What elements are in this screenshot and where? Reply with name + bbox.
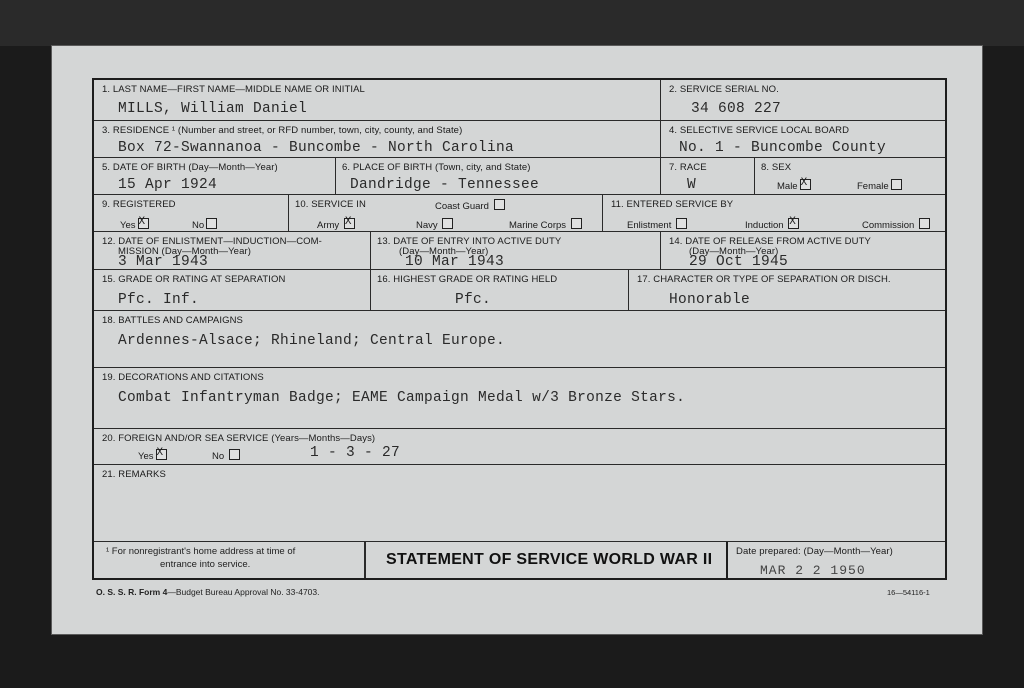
navy-checkbox (442, 218, 453, 229)
field-battles-value: Ardennes-Alsace; Rhineland; Central Europe. (118, 333, 506, 349)
foreign-yes-label: Yes (138, 451, 154, 462)
field-sex (755, 158, 945, 195)
field-separation-type (629, 270, 945, 311)
field-birth-place (336, 158, 661, 195)
registered-yes-label: Yes (120, 220, 136, 231)
form-title: STATEMENT OF SERVICE WORLD WAR II (386, 551, 713, 568)
field-battles-label: 18. BATTLES AND CAMPAIGNS (102, 315, 243, 326)
field-entered-service-label: 11. ENTERED SERVICE BY (611, 199, 734, 210)
budget-approval: —Budget Bureau Approval No. 33-4703. (167, 587, 320, 597)
marine-corps-label: Marine Corps (509, 220, 567, 231)
date-prepared-stamp: MAR 2 2 1950 (760, 563, 866, 578)
field-registered-label: 9. REGISTERED (102, 199, 176, 210)
print-code: 16—54116-1 (887, 588, 930, 597)
field-serial-label: 2. SERVICE SERIAL NO. (669, 84, 779, 95)
field-release-date-value: 29 Oct 1945 (689, 254, 789, 270)
field-race (661, 158, 755, 195)
field-grade-separation-value: Pfc. Inf. (118, 292, 200, 308)
navy-label: Navy (416, 220, 438, 231)
foreign-no-label: No (212, 451, 225, 462)
scanner-frame-top (0, 0, 1024, 46)
field-race-value: W (687, 177, 697, 193)
field-birth-place-label: 6. PLACE OF BIRTH (Town, city, and State) (342, 162, 531, 173)
date-prepared-label: Date prepared: (Day—Month—Year) (736, 546, 893, 557)
coast-guard-label: Coast Guard (435, 201, 489, 212)
footnote-line1: ¹ For nonregistrant's home address at time of (106, 546, 296, 557)
footnote-cell (94, 542, 365, 578)
field-enlistment-date-value: 3 Mar 1943 (118, 254, 209, 270)
field-highest-grade-label: 16. HIGHEST GRADE OR RATING HELD (377, 274, 558, 285)
field-race-label: 7. RACE (669, 162, 707, 173)
field-highest-grade (371, 270, 629, 311)
field-serial (661, 80, 945, 121)
field-active-duty-entry-value: 10 Mar 1943 (405, 254, 505, 270)
field-remarks-label: 21. REMARKS (102, 469, 166, 480)
army-label: Army (317, 220, 340, 231)
field-separation-type-label: 17. CHARACTER OR TYPE OF SEPARATION OR DISCH. (637, 274, 891, 285)
field-registered (94, 195, 289, 232)
field-decorations (94, 368, 945, 429)
field-name-label: 1. LAST NAME—FIRST NAME—MIDDLE NAME OR INITIAL (102, 84, 365, 95)
field-serial-value: 34 608 227 (691, 101, 782, 117)
field-highest-grade-value: Pfc. (455, 292, 492, 308)
field-service-in (289, 195, 603, 232)
field-residence-label: 3. RESIDENCE ¹ (Number and street, or RFD number, town, city, county, and State) (102, 125, 463, 136)
field-enlistment-date-label1: 12. DATE OF ENLISTMENT—INDUCTION—COM- (102, 236, 322, 247)
commission-label: Commission (862, 220, 915, 231)
field-enlistment-date-label2: MISSION (Day—Month—Year) (118, 246, 251, 257)
field-foreign-service-label: 20. FOREIGN AND/OR SEA SERVICE (Years—Months—Days) (102, 433, 376, 444)
field-active-duty-entry-label2: (Day—Month—Year) (399, 246, 489, 257)
field-entered-service (603, 195, 945, 232)
field-release-date-label2: (Day—Month—Year) (689, 246, 779, 257)
field-name-value: MILLS, William Daniel (118, 101, 308, 117)
field-sex-label: 8. SEX (761, 162, 792, 173)
field-release-date-label1: 14. DATE OF RELEASE FROM ACTIVE DUTY (669, 236, 871, 247)
field-decorations-value: Combat Infantryman Badge; EAME Campaign Medal w/3 Bronze Stars. (118, 390, 686, 406)
field-foreign-service-value: 1 - 3 - 27 (310, 445, 401, 461)
coast-guard-checkbox (494, 199, 505, 210)
field-residence (94, 121, 661, 158)
field-remarks (94, 465, 945, 542)
field-birth-date-label: 5. DATE OF BIRTH (Day—Month—Year) (102, 162, 278, 173)
sex-male-checkbox (800, 179, 811, 190)
field-birth-place-value: Dandridge - Tennessee (350, 177, 540, 193)
field-foreign-service (94, 429, 945, 465)
field-local-board (661, 121, 945, 158)
field-grade-separation (94, 270, 371, 311)
field-release-date (661, 232, 945, 270)
form-id: O. S. S. R. Form 4 (96, 587, 168, 597)
field-active-duty-entry (371, 232, 661, 270)
field-decorations-label: 19. DECORATIONS AND CITATIONS (102, 372, 264, 383)
field-enlistment-date (94, 232, 371, 270)
field-birth-date-value: 15 Apr 1924 (118, 177, 218, 193)
registered-no-label: No (192, 220, 205, 231)
field-grade-separation-label: 15. GRADE OR RATING AT SEPARATION (102, 274, 286, 285)
footnote-line2: entrance into service. (160, 559, 251, 570)
induction-checkbox (788, 218, 799, 229)
registered-yes-checkbox (138, 218, 149, 229)
date-prepared-cell (728, 542, 945, 578)
foreign-yes-checkbox (156, 449, 167, 460)
sex-female-checkbox (891, 179, 902, 190)
registered-no-checkbox (206, 218, 217, 229)
service-form (92, 78, 947, 580)
sex-male-label: Male (777, 181, 798, 192)
field-local-board-label: 4. SELECTIVE SERVICE LOCAL BOARD (669, 125, 850, 136)
induction-label: Induction (745, 220, 784, 231)
field-residence-value: Box 72-Swannanoa - Buncombe - North Carolina (118, 140, 515, 156)
field-birth-date (94, 158, 336, 195)
field-battles (94, 311, 945, 368)
field-local-board-value: No. 1 - Buncombe County (679, 140, 887, 156)
field-separation-type-value: Honorable (669, 292, 751, 308)
foreign-no-checkbox (229, 449, 240, 460)
marine-corps-checkbox (571, 218, 582, 229)
sex-female-label: Female (857, 181, 889, 192)
commission-checkbox (919, 218, 930, 229)
record-card (52, 46, 982, 634)
army-checkbox (344, 218, 355, 229)
enlistment-checkbox (676, 218, 687, 229)
enlistment-label: Enlistment (627, 220, 672, 231)
field-service-in-label: 10. SERVICE IN (295, 199, 366, 210)
field-name (94, 80, 661, 121)
field-active-duty-entry-label1: 13. DATE OF ENTRY INTO ACTIVE DUTY (377, 236, 562, 247)
form-title-cell (365, 542, 728, 578)
